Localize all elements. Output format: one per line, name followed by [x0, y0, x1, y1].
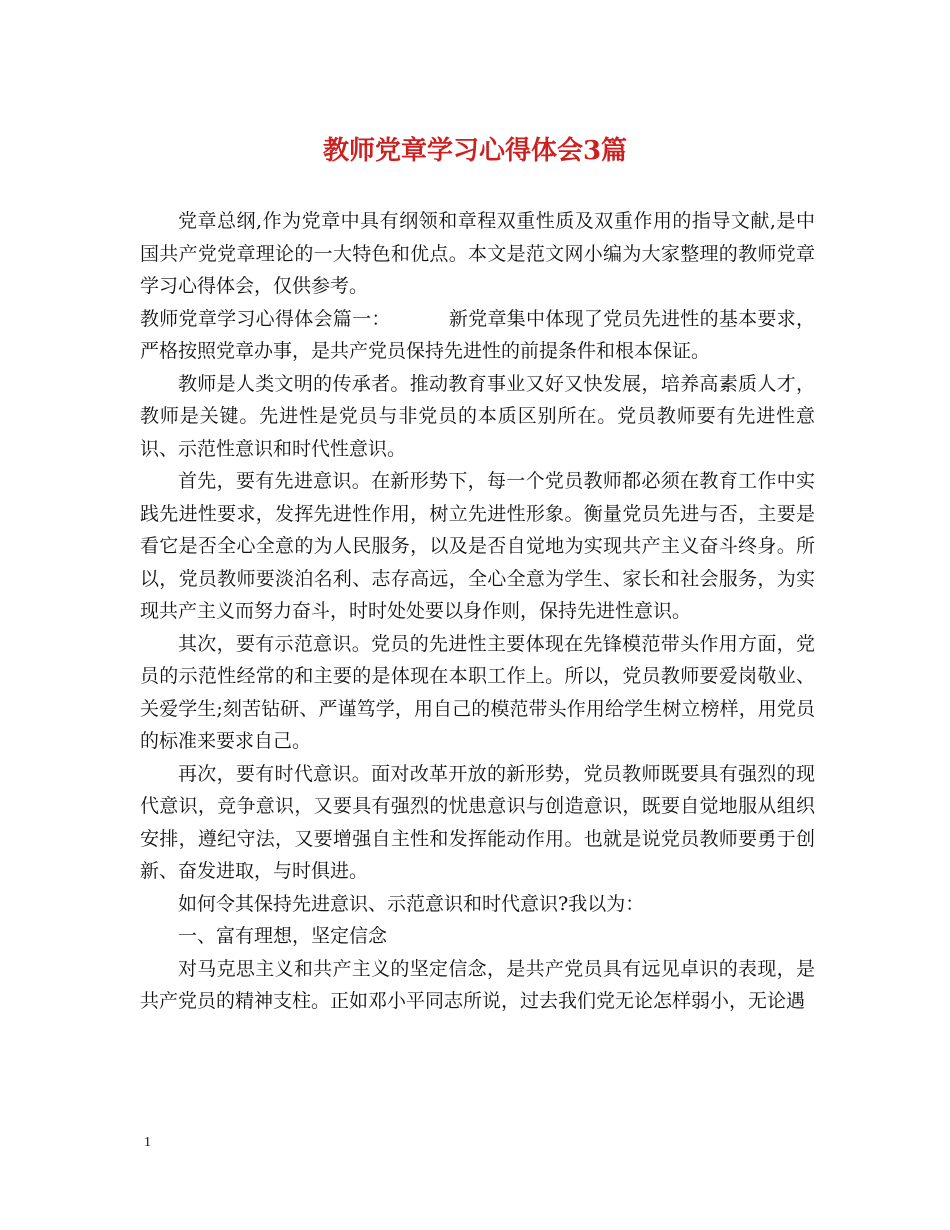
paragraph-heading-one: 一、富有理想，坚定信念: [178, 925, 388, 947]
paragraph-second: 其次，要有示范意识。党员的先进性主要体现在先锋模范带头作用方面，党员的示范性经常的和主要的是体现在本职工作上。所以，党员教师要爱岗敬业、关爱学生;刻苦钻研、严谨笃学，用自己的模范带头作用给学生树立榜样，用党员的标准来要求自己。: [140, 632, 815, 752]
document-body: [140, 205, 815, 1018]
page-number: 1: [144, 1135, 151, 1150]
section-label: 教师党章学习心得体会篇一：: [140, 307, 391, 330]
paragraph-intro: 党章总纲,作为党章中具有纲领和章程双重性质及双重作用的指导文献,是中国共产党党章理论的一大特色和优点。本文是范文网小编为大家整理的教师党章学习心得体会，仅供参考。: [140, 210, 815, 297]
paragraph-question: 如何令其保持先进意识、示范意识和时代意识?我以为：: [178, 892, 645, 915]
section-one-text: 新党章集中体现了党员先进性的基本要求，严格按照党章办事，是共产党员保持先进性的前提条件和根本保证。: [140, 307, 815, 362]
paragraph-third: 再次，要有时代意识。面对改革开放的新形势，党员教师既要具有强烈的现代意识，竞争意识，又要具有强烈的忧患意识与创造意识，既要自觉地服从组织安排，遵纪守法，又要增强自主性和发挥能动作用。也就是说党员教师要勇于创新、奋发进取，与时俱进。: [140, 762, 815, 882]
paragraph-first: 首先，要有先进意识。在新形势下，每一个党员教师都必须在教育工作中实践先进性要求，发挥先进性作用，树立先进性形象。衡量党员先进与否，主要是看它是否全心全意的为人民服务，以及是否自觉地为实现共产主义奋斗终身。所以，党员教师要淡泊名利、志存高远，全心全意为学生、家长和社会服务，为实现共产主义而努力奋斗，时时处处要以身作则，保持先进性意识。: [140, 470, 815, 622]
document-title: 教师党章学习心得体会3篇: [322, 136, 628, 166]
paragraph-belief: 对马克思主义和共产主义的坚定信念，是共产党员具有远见卓识的表现，是共产党员的精神支柱。正如邓小平同志所说，过去我们党无论怎样弱小，无论遇: [140, 957, 815, 1012]
paragraph-teachers: 教师是人类文明的传承者。推动教育事业又好又快发展，培养高素质人才，教师是关键。先进性是党员与非党员的本质区别所在。党员教师要有先进性意识、示范性意识和时代性意识。: [140, 372, 815, 460]
paragraph-section-one: [140, 303, 815, 368]
